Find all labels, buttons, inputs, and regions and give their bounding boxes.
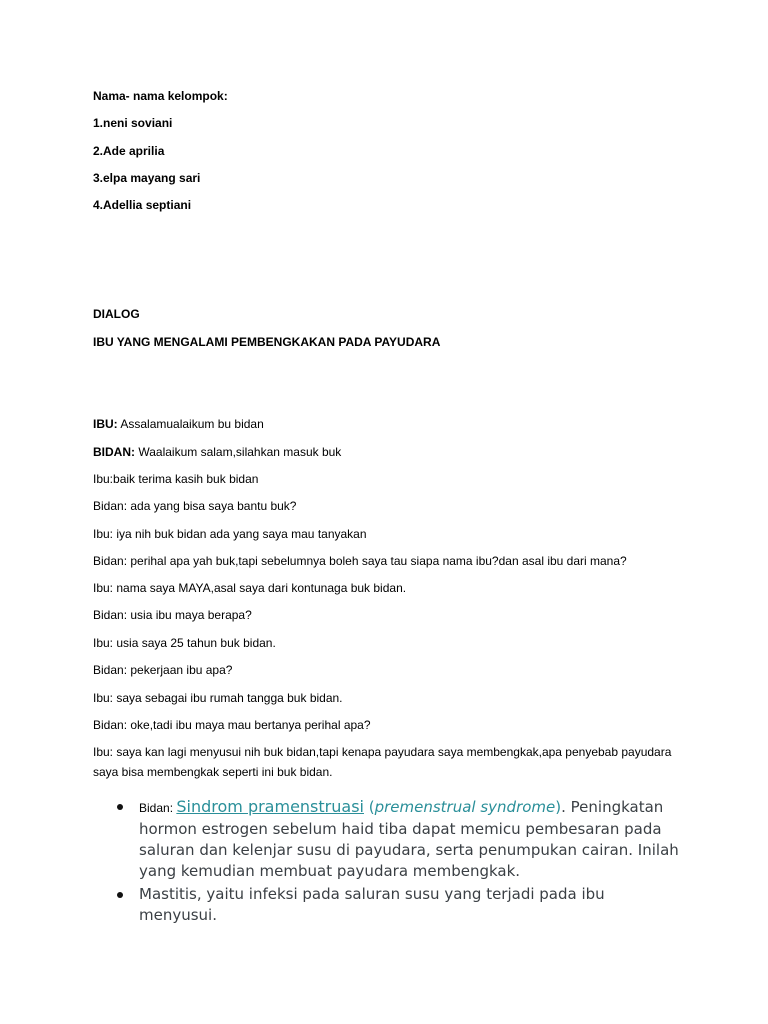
bullet-icon xyxy=(117,892,123,898)
dialog-text: Assalamualaikum bu bidan xyxy=(117,417,264,431)
list-item xyxy=(115,884,685,926)
bullet-text: . Peningkatan hormon estrogen sebelum haid tiba dapat memicu pembesaran pada saluran dan kelenjar susu di payudara, serta penumpukan cairan. Inilah yang kemudian membuat payudara membengkak. xyxy=(139,798,679,880)
dialog-line: Ibu:baik terima kasih buk bidan xyxy=(93,472,259,486)
dialog-line: Bidan: ada yang bisa saya bantu buk? xyxy=(93,499,297,513)
paren-open: ( xyxy=(363,798,375,816)
dialog-title: DIALOG xyxy=(93,307,140,321)
member-4: 4.Adellia septiani xyxy=(93,198,192,212)
dialog-line: Ibu: iya nih buk bidan ada yang saya mau tanyakan xyxy=(93,527,367,541)
list-item xyxy=(115,796,685,882)
member-1: 1.neni soviani xyxy=(93,116,173,130)
speaker-label: IBU: xyxy=(93,417,118,431)
bullet-icon xyxy=(117,804,123,810)
dialog-line-long: Ibu: saya kan lagi menyusui nih buk bidan,tapi kenapa payudara saya membengkak,apa penyebab payudara saya bisa membengkak seperti ini buk bidan. xyxy=(93,745,672,779)
bullet-text: Mastitis, yaitu infeksi pada saluran susu yang terjadi pada ibu menyusui. xyxy=(139,885,605,924)
speaker-label: BIDAN: xyxy=(93,445,135,459)
cause-list xyxy=(115,796,685,926)
dialog-text: Waalaikum salam,silahkan masuk buk xyxy=(135,445,342,459)
member-3: 3.elpa mayang sari xyxy=(93,171,201,185)
dialog-line xyxy=(93,445,341,459)
dialog-line: Ibu: saya sebagai ibu rumah tangga buk bidan. xyxy=(93,691,343,705)
sindrom-pramenstruasi-link[interactable]: Sindrom pramenstruasi xyxy=(176,797,364,816)
dialog-subtitle: IBU YANG MENGALAMI PEMBENGKAKAN PADA PAYUDARA xyxy=(93,335,441,349)
dialog-line xyxy=(93,417,264,431)
dialog-line: Ibu: nama saya MAYA,asal saya dari kontunaga buk bidan. xyxy=(93,581,407,595)
dialog-line: Bidan: perihal apa yah buk,tapi sebelumnya boleh saya tau siapa nama ibu?dan asal ibu dari mana? xyxy=(93,554,627,568)
dialog-line: Bidan: pekerjaan ibu apa? xyxy=(93,663,233,677)
premenstrual-term: premenstrual syndrome xyxy=(374,798,556,816)
member-2: 2.Ade aprilia xyxy=(93,144,165,158)
dialog-line: Ibu: usia saya 25 tahun buk bidan. xyxy=(93,636,276,650)
dialog-line: Bidan: oke,tadi ibu maya mau bertanya perihal apa? xyxy=(93,718,371,732)
speaker-label: Bidan: xyxy=(139,801,177,815)
dialog-line: Bidan: usia ibu maya berapa? xyxy=(93,608,252,622)
group-heading: Nama- nama kelompok: xyxy=(93,89,228,103)
paren-close: ) xyxy=(555,798,562,816)
